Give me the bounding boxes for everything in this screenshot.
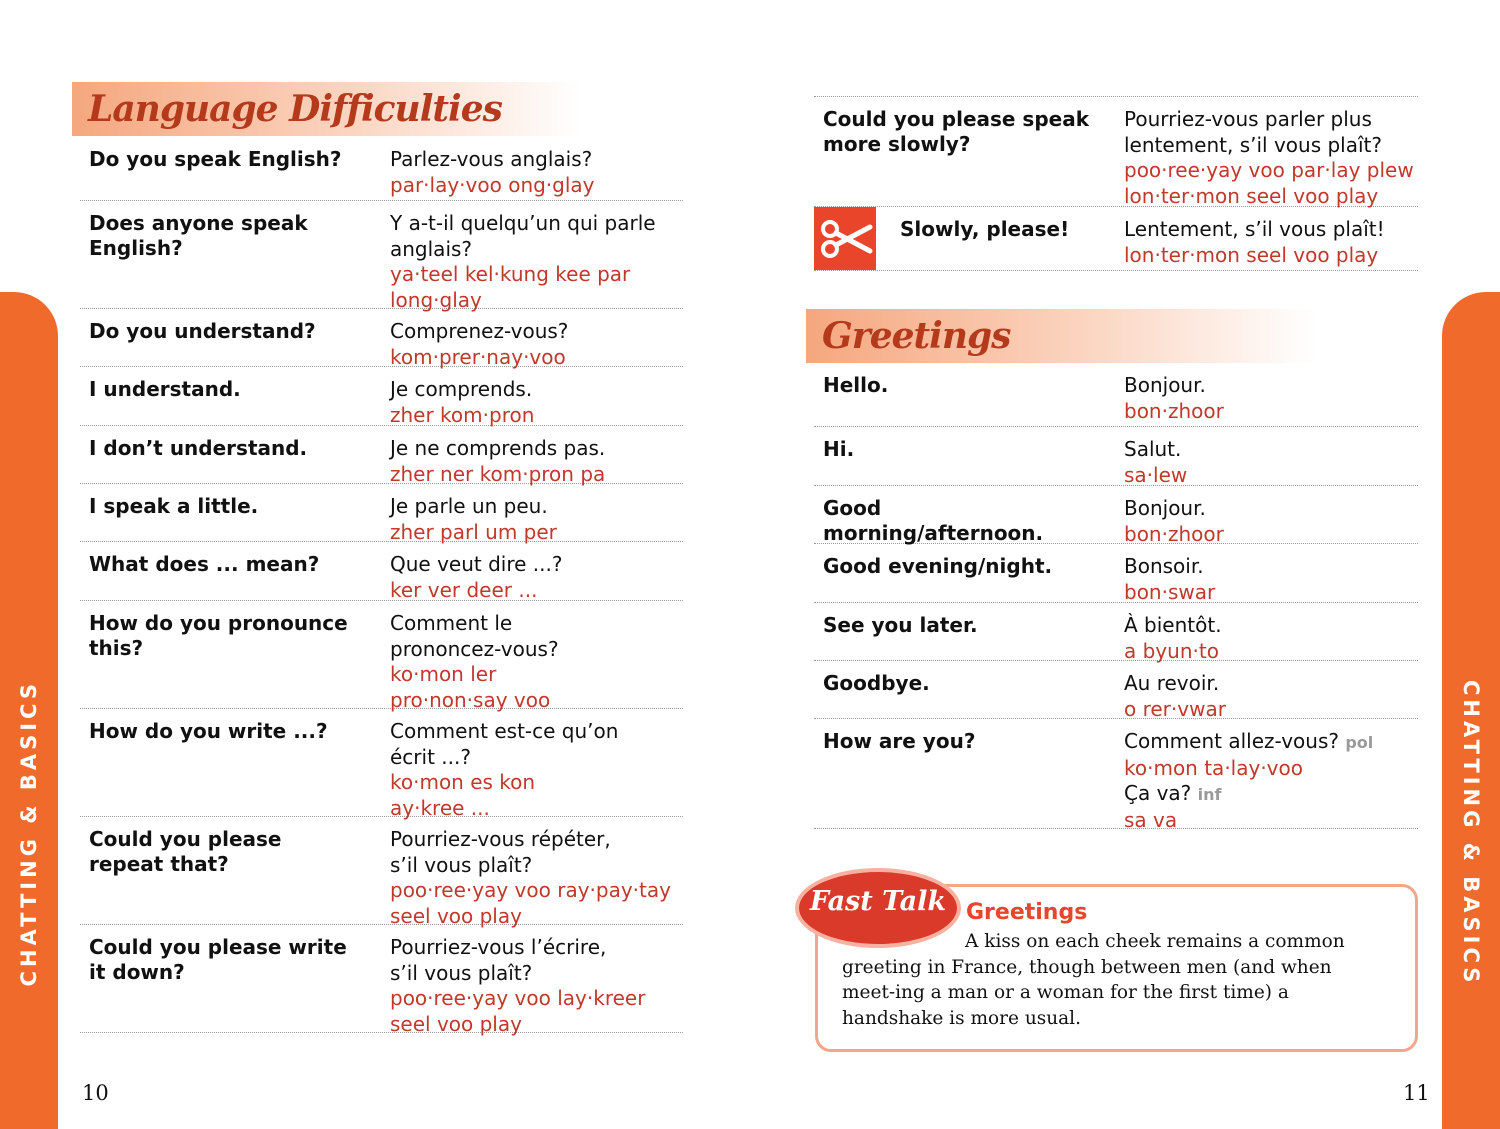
phrase-english: Do you speak English? [89,147,342,171]
phrase-french [390,377,534,428]
phrase-french [390,552,562,603]
fast-talk-badge-label: Fast Talk [809,886,947,917]
phrase-row [814,486,1418,544]
phrase-row [80,817,683,928]
section-title: Greetings [822,315,1011,357]
french-text: Comment est-ce qu’on [390,719,619,743]
phrase-english: Does anyone speak English? [89,211,308,260]
french-text: anglais? [390,236,473,261]
phrase-french [390,494,557,545]
phrase-french [1124,671,1226,722]
phrase-table-right-top [814,96,1418,271]
phrase-table-greetings [814,363,1418,832]
phrase-row [80,601,683,712]
french-text: prononcez-vous? [390,636,559,661]
phrase-english: Could you please speak more slowly? [823,107,1090,156]
section-header-language-difficulties [72,82,582,136]
pronunciation-text: kom·prer·nay·voo [390,344,566,369]
pronunciation-text: sa va [1124,807,1178,832]
pronunciation-text: ko·mon es kon [390,770,536,794]
phrase-row [814,719,1418,832]
french-text: lentement, s’il vous plaît? [1124,132,1382,157]
phrase-french [390,611,559,713]
section-header-greetings [806,309,1316,363]
phrase-row [814,363,1418,427]
phrase-english: Hi. [823,437,855,461]
phrase-english: What does ... mean? [89,552,320,576]
phrase-french [1124,554,1215,605]
pronunciation-text: a byun·to [1124,638,1219,663]
phrase-french [1124,613,1222,664]
french-text: Je ne comprends pas. [390,436,606,460]
french-text: Comment le [390,611,513,635]
phrase-row [814,427,1418,486]
phrase-row [80,309,683,367]
phrase-english: Could you please write it down? [89,935,347,984]
pronunciation-text: pro·non·say voo [390,687,551,712]
phrase-row [814,207,1418,271]
phrase-french [390,436,605,487]
fast-talk-title: Greetings [966,900,1088,925]
phrase-english: Goodbye. [823,671,930,695]
phrase-english: Could you please repeat that? [89,827,282,876]
pronunciation-text: zher parl um per [390,519,557,544]
phrase-english: Hello. [823,373,889,397]
pronunciation-text: long·glay [390,287,482,312]
pronunciation-text: bon·zhoor [1124,521,1224,546]
phrase-english: How do you write ...? [89,719,328,743]
phrase-french [1124,217,1385,268]
phrase-row [80,426,683,484]
french-text-polite-line [1124,729,1373,756]
phrase-french [1124,437,1187,488]
pronunciation-text: par·lay·voo ong·glay [390,172,595,197]
phrase-row [80,201,683,312]
phrase-french [390,719,618,821]
french-text: À bientôt. [1124,613,1222,637]
register-tag-informal: inf [1197,785,1222,804]
french-text: Comprenez-vous? [390,319,569,343]
phrase-english: See you later. [823,613,978,637]
french-text: Pourriez-vous l’écrire, [390,935,607,959]
phrase-row [80,709,683,820]
phrase-english: Good morning/afternoon. [823,496,1044,545]
french-text: Que veut dire ...? [390,552,563,576]
phrase-english: How are you? [823,729,976,753]
phrase-english: How do you pronounce this? [89,611,348,660]
pronunciation-text: sa·lew [1124,462,1188,487]
pronunciation-text: poo·ree·yay voo ray·pay·tay [390,878,671,902]
phrase-french [390,211,656,313]
phrase-row [80,484,683,542]
phrase-table-left [80,137,683,1036]
french-text: Pourriez-vous parler plus [1124,107,1372,131]
french-text: Comment allez-vous? [1124,729,1339,753]
french-text: Je comprends. [390,377,533,401]
phrase-row [814,661,1418,719]
pronunciation-text: seel voo play [390,903,522,928]
page-number: 11 [1403,1081,1430,1105]
pronunciation-text: bon·swar [1124,579,1216,604]
phrase-english: Good evening/night. [823,554,1053,578]
pronunciation-text: ko·mon ler [390,662,497,686]
page-number: 10 [82,1081,109,1105]
french-text: Lentement, s’il vous plaît! [1124,217,1385,241]
register-tag-polite: pol [1345,733,1374,752]
fast-talk-body: A kiss on each cheek remains a common greeting in France, though between men (and when meet-ing a man or a woman for the first time) a handshake is more usual. [842,931,1345,1029]
phrase-row [814,544,1418,603]
pronunciation-text: bon·zhoor [1124,398,1224,423]
french-text: écrit ...? [390,744,471,769]
phrase-english: I speak a little. [89,494,259,518]
pronunciation-text: o rer·vwar [1124,696,1226,721]
pronunciation-text: poo·ree·yay voo par·lay plew [1124,158,1414,182]
pronunciation-text: poo·ree·yay voo lay·kreer [390,986,646,1010]
side-tab-right [1442,292,1500,1129]
french-text: Au revoir. [1124,671,1220,695]
french-text-informal-line [1124,781,1373,808]
phrase-french [390,827,671,929]
phrase-english: I don’t understand. [89,436,308,460]
side-tab-left [0,292,58,1129]
french-text: Bonjour. [1124,373,1206,397]
french-text: Ça va? [1124,781,1192,805]
pronunciation-text: lon·ter·mon seel voo play [1124,183,1379,208]
phrase-row [80,137,683,201]
french-text: Salut. [1124,437,1182,461]
phrase-french [390,147,595,198]
phrase-french [1124,373,1224,424]
pronunciation-text: ko·mon ta·lay·voo [1124,755,1303,780]
french-text: Y a-t-il quelqu’un qui parle [390,211,656,235]
side-tab-label: CHATTING & BASICS [1459,680,1483,987]
pronunciation-text: ay·kree ... [390,795,490,820]
phrase-row [80,367,683,426]
phrase-french [1124,496,1224,547]
french-text: Pourriez-vous répéter, [390,827,611,851]
pronunciation-text: ya·teel kel·kung kee par [390,262,631,286]
phrase-french [1124,107,1414,209]
phrase-french [390,935,645,1037]
pronunciation-text: ker ver deer ... [390,577,538,602]
side-tab-label: CHATTING & BASICS [17,680,41,987]
french-text: s’il vous plaît? [390,960,533,985]
pronunciation-text: lon·ter·mon seel voo play [1124,242,1379,267]
scissors-icon [814,207,876,270]
french-text: Je parle un peu. [390,494,548,518]
phrase-french [1124,729,1373,833]
french-text: Parlez-vous anglais? [390,147,593,171]
phrase-row [814,603,1418,661]
french-text: Bonsoir. [1124,554,1204,578]
french-text: Bonjour. [1124,496,1206,520]
phrase-english: Do you understand? [89,319,316,343]
pronunciation-text: zher ner kom·pron pa [390,461,606,486]
pronunciation-text: zher kom·pron [390,402,535,427]
phrase-row [80,542,683,601]
section-title: Language Difficulties [88,88,502,130]
phrase-row [814,97,1418,207]
phrase-english: I understand. [89,377,241,401]
phrase-french [390,319,568,370]
pronunciation-text: seel voo play [390,1011,522,1036]
phrase-row [80,925,683,1036]
phrase-english: Slowly, please! [900,217,1070,241]
french-text: s’il vous plaît? [390,852,533,877]
